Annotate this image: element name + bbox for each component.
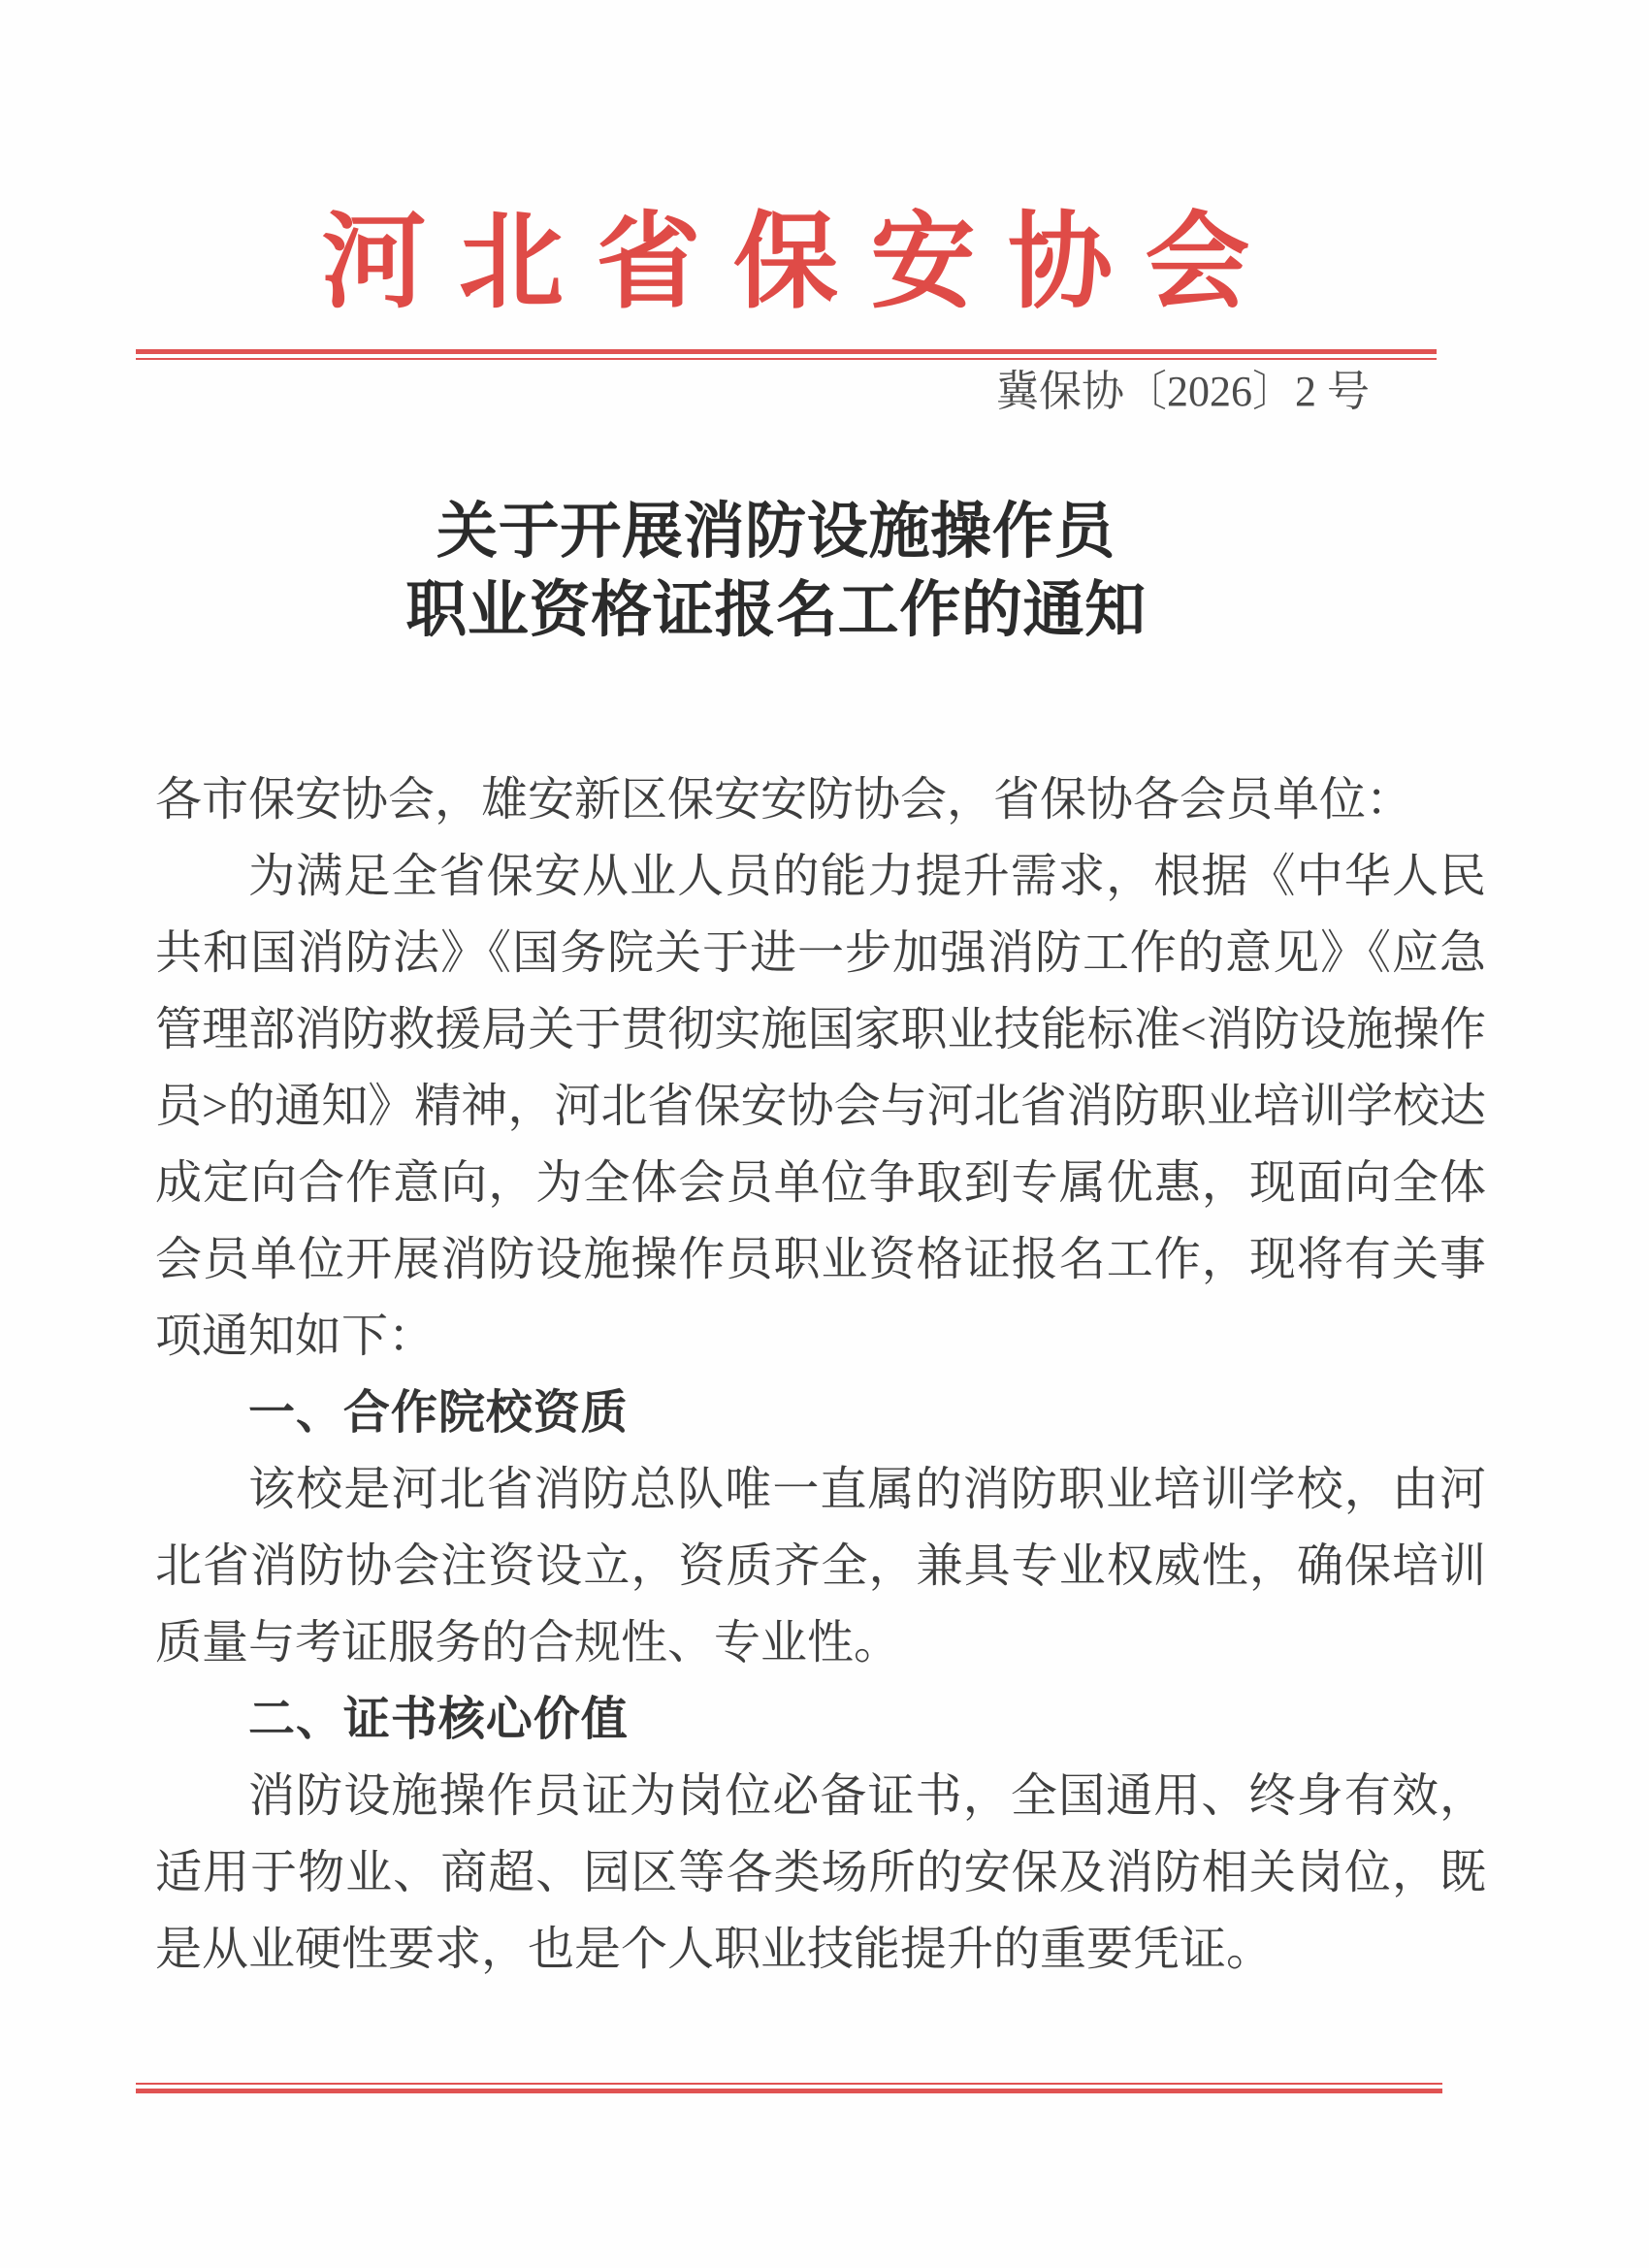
- document-body: [155, 761, 1486, 1988]
- header-divider-thin-line: [136, 358, 1437, 360]
- salutation-line: 各市保安协会，雄安新区保安安防协会，省保协各会员单位：: [155, 774, 1413, 826]
- document-title-line1: 关于开展消防设施操作员: [436, 498, 1116, 566]
- footer-divider-line: [136, 2083, 1442, 2093]
- section-body-2: 消防设施操作员证为岗位必备证书，全国通用、终身有效，适用于物业、商超、园区等各类场所的安保及消防相关岗位，既是从业硬性要求，也是个人职业技能提升的重要凭证。: [155, 1770, 1486, 1975]
- footer-divider-thick-line: [136, 2089, 1442, 2093]
- intro-paragraph: 为满足全省保安从业人员的能力提升需求，根据《中华人民共和国消防法》《国务院关于进一步加强消防工作的意见》《应急管理部消防救援局关于贯彻实施国家职业技能标准<消防设施操作员>的通知》精神，河北省保安协会与河北省消防职业培训学校达成定向合作意向，为全体会员单位争取到专属优惠，现面向全体会员单位开展消防设施操作员职业资格证报名工作，现将有关事项通知如下：: [155, 851, 1486, 1362]
- section-body-1: 该校是河北省消防总队唯一直属的消防职业培训学校，由河北省消防协会注资设立，资质齐全，兼具专业权威性，确保培训质量与考证服务的合规性、专业性。: [155, 1464, 1486, 1669]
- org-name-header: 河北省保安协会: [321, 206, 1282, 321]
- section-heading-1: 一、合作院校资质: [248, 1387, 629, 1439]
- document-title: [0, 493, 1552, 650]
- document-number: 冀保协〔2026〕2 号: [996, 368, 1370, 415]
- document-title-line2: 职业资格证报名工作的通知: [405, 576, 1147, 644]
- section-heading-2: 二、证书核心价值: [248, 1694, 629, 1745]
- header-divider-line: [136, 349, 1437, 360]
